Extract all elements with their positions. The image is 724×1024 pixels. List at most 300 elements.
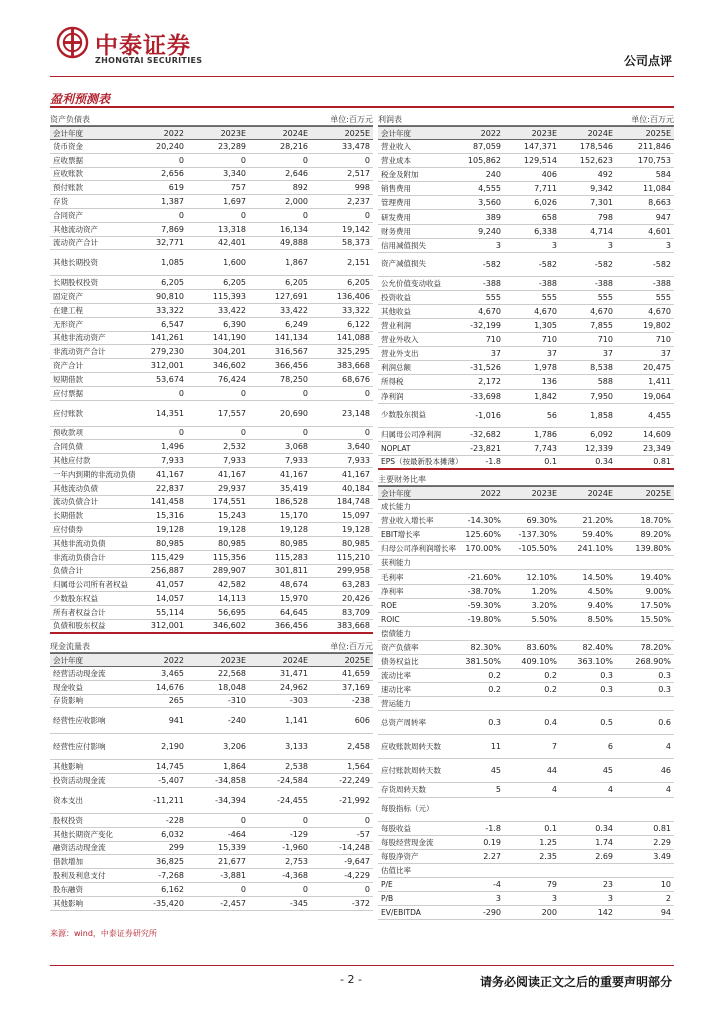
cell-value: -240 <box>227 716 246 726</box>
cell-value: -105.50% <box>518 544 557 554</box>
table-title-bar <box>50 640 373 653</box>
cell-value: 87,059 <box>473 142 501 152</box>
cell-value: 40,184 <box>342 483 370 493</box>
cell-value: 141,190 <box>212 333 246 343</box>
table-title: 利润表 <box>378 114 402 124</box>
cell-value: -11,211 <box>153 795 184 805</box>
cell-value: 265 <box>168 696 184 706</box>
cell-value: 0.81 <box>653 457 671 467</box>
cell-value: 1,387 <box>161 197 184 207</box>
table-row <box>50 401 373 427</box>
cell-value: 7,855 <box>590 321 613 331</box>
table-row <box>50 181 373 195</box>
logo-text-cn: 中泰证券 <box>95 33 191 59</box>
cell-value: 710 <box>485 335 501 345</box>
cell-value: 15,970 <box>280 594 308 603</box>
cell-value: 383,668 <box>336 361 370 371</box>
cell-value: 56 <box>546 410 557 420</box>
row-label: 净利率 <box>381 586 404 596</box>
cell-value: 710 <box>597 335 613 345</box>
table-row <box>50 373 373 387</box>
row-label: 借款增加 <box>53 857 83 867</box>
cell-value: -1.8 <box>485 457 501 467</box>
cell-value: -34,394 <box>215 795 246 805</box>
cell-value: 136,406 <box>336 292 370 302</box>
cell-value: 383,668 <box>336 621 370 631</box>
cell-value: 14,609 <box>643 429 671 439</box>
table-row <box>50 606 373 620</box>
row-label: 归属母公司所有者权益 <box>53 580 128 590</box>
cell-value: 170.00% <box>465 544 501 554</box>
cell-value: 3,340 <box>223 169 246 179</box>
cell-value: 14,745 <box>156 762 184 772</box>
cell-value: 12.10% <box>526 572 557 582</box>
header-label: 会计年度 <box>53 128 83 138</box>
table-row <box>50 427 373 441</box>
cell-value: 41,057 <box>156 580 184 590</box>
table-row <box>50 734 373 760</box>
cell-value: 0.2 <box>544 671 557 681</box>
row-label: 获利能力 <box>381 558 411 568</box>
cell-value: 23,148 <box>342 408 370 418</box>
table-row <box>378 759 674 783</box>
cell-value: 4,670 <box>478 306 501 316</box>
row-label: 营业成本 <box>381 156 411 166</box>
cell-value: -34,858 <box>215 776 246 786</box>
cell-value: 0.1 <box>544 457 557 467</box>
cell-value: 56,695 <box>218 607 246 617</box>
cell-value: 125.60% <box>465 530 501 540</box>
row-label: 货币资金 <box>53 141 83 151</box>
cell-value: 947 <box>655 212 671 222</box>
table-row <box>378 878 674 892</box>
table-title: 主要财务比率 <box>378 474 426 484</box>
row-label: 少数股东损益 <box>381 410 426 420</box>
table-row <box>378 253 674 277</box>
cell-value: 24,962 <box>280 682 308 692</box>
cell-value: 33,322 <box>156 305 184 315</box>
cell-value: 316,567 <box>274 347 308 357</box>
row-label: 融资活动现金流 <box>53 843 106 853</box>
cell-value: 1,411 <box>648 377 671 387</box>
cell-value: 2,656 <box>161 169 184 179</box>
table-row <box>378 892 674 906</box>
cell-value: 346,602 <box>212 361 246 371</box>
row-label: 营运能力 <box>381 699 411 709</box>
cell-value: 141,458 <box>150 497 184 507</box>
cell-value: 409.10% <box>521 657 557 667</box>
table-row <box>50 496 373 510</box>
cell-value: 2,190 <box>161 742 184 752</box>
cell-value: 200 <box>541 908 557 918</box>
cell-value: 0 <box>178 155 184 165</box>
table-row <box>50 387 373 401</box>
cell-value: 5 <box>495 785 501 795</box>
cell-value: 141,088 <box>336 333 370 343</box>
header-year: 2025E <box>344 128 370 138</box>
header-year: 2022 <box>480 488 501 498</box>
row-label: 其他影响 <box>53 762 83 772</box>
cell-value: 1.25 <box>539 837 557 847</box>
cell-value: 7,711 <box>534 184 557 194</box>
row-label: 合同负债 <box>53 442 83 452</box>
cell-value: 1,600 <box>223 258 246 268</box>
table-row <box>378 599 674 613</box>
cell-value: -19.80% <box>467 614 501 624</box>
cell-value: 11,084 <box>643 184 671 194</box>
row-label: 负债和股东权益 <box>53 621 106 631</box>
cell-value: 9,342 <box>590 184 613 194</box>
header-year: 2022 <box>480 128 501 138</box>
cell-value: 0 <box>364 815 370 825</box>
row-label: 在建工程 <box>53 305 83 315</box>
cell-value: 20,475 <box>643 363 671 373</box>
row-label: EBIT增长率 <box>381 530 421 540</box>
cell-value: 4,601 <box>648 226 671 236</box>
cashflow-table <box>50 640 373 911</box>
table-row <box>50 681 373 695</box>
table-row <box>378 428 674 442</box>
cell-value: 0 <box>240 884 246 894</box>
cell-value: 78.20% <box>640 642 671 652</box>
cell-value: 23 <box>602 879 613 889</box>
row-label: 其他非流动资产 <box>53 333 106 343</box>
row-label: 应收账款 <box>53 169 83 179</box>
cell-value: 0 <box>178 210 184 220</box>
cell-value: 4.50% <box>587 586 613 596</box>
table-row <box>50 209 373 223</box>
cell-value: 0.3 <box>658 671 671 681</box>
cell-value: 0.3 <box>600 671 613 681</box>
cell-value: 37 <box>660 349 671 359</box>
row-label: EV/EBITDA <box>381 908 421 918</box>
cell-value: 3 <box>607 894 613 904</box>
cell-value: 19,128 <box>280 525 308 535</box>
cell-value: 6,092 <box>590 429 613 439</box>
row-label: 存货 <box>53 197 68 207</box>
cell-value: 346,602 <box>212 621 246 631</box>
table-row <box>50 250 373 276</box>
cell-value: 8.50% <box>587 614 613 624</box>
row-label: 营业外支出 <box>381 349 419 359</box>
row-label: 流动负债合计 <box>53 497 98 507</box>
cell-value: -303 <box>289 696 308 706</box>
cell-value: 15,339 <box>218 843 246 853</box>
cell-value: 240 <box>485 170 501 180</box>
table-row <box>378 683 674 697</box>
row-label: 少数股东权益 <box>53 594 98 603</box>
cell-value: 6,032 <box>161 829 184 839</box>
table-row <box>378 798 674 822</box>
section-divider <box>50 106 674 108</box>
table-row <box>378 528 674 542</box>
table-row <box>378 182 674 196</box>
table-header-row <box>378 486 674 500</box>
cell-value: 48,674 <box>280 580 308 590</box>
cell-value: 0.19 <box>483 837 501 847</box>
cell-value: 20,690 <box>280 408 308 418</box>
row-label: 总资产周转率 <box>381 717 426 727</box>
row-label: 负债合计 <box>53 566 83 576</box>
cell-value: 710 <box>541 335 557 345</box>
cell-value: -14.30% <box>467 516 501 526</box>
cell-value: 1,867 <box>285 258 308 268</box>
cell-value: 7,933 <box>223 456 246 466</box>
cell-value: 0 <box>178 388 184 398</box>
table-row <box>50 168 373 182</box>
cell-value: 141,261 <box>150 333 184 343</box>
cell-value: 366,456 <box>274 361 308 371</box>
table-row <box>50 440 373 454</box>
row-label: 营业利润 <box>381 321 411 331</box>
header-year: 2023E <box>531 488 557 498</box>
cell-value: 19.40% <box>640 572 671 582</box>
cell-value: 2.35 <box>539 851 557 861</box>
cell-value: -228 <box>165 815 184 825</box>
cell-value: 325,295 <box>336 347 370 357</box>
table-row <box>50 276 373 290</box>
row-label: 经营性应收影响 <box>53 716 106 726</box>
cell-value: -464 <box>227 829 246 839</box>
cell-value: 3.20% <box>531 600 557 610</box>
cell-value: 76,424 <box>218 374 246 384</box>
cell-value: 42,401 <box>218 238 246 248</box>
cell-value: 241.10% <box>577 544 613 554</box>
row-label: 股东融资 <box>53 884 83 894</box>
cell-value: -35,420 <box>153 898 184 908</box>
table-row <box>50 237 373 251</box>
cell-value: 37 <box>602 349 613 359</box>
header-year: 2025E <box>645 488 671 498</box>
cell-value: -582 <box>538 259 557 269</box>
cell-value: -23,821 <box>470 443 501 453</box>
cell-value: 19,064 <box>643 391 671 401</box>
table-row <box>50 290 373 304</box>
cell-value: 3 <box>551 894 557 904</box>
cell-value: 211,846 <box>637 142 671 152</box>
row-label: 营业外收入 <box>381 335 419 345</box>
cell-value: 22,568 <box>218 668 246 678</box>
cell-value: 366,456 <box>274 621 308 631</box>
logo-text-en: ZHONGTAI SECURITIES <box>95 56 203 65</box>
cell-value: 80,985 <box>218 538 246 548</box>
header-divider <box>50 76 674 77</box>
cell-value: 1,085 <box>161 258 184 268</box>
table-row <box>50 359 373 373</box>
cell-value: 94 <box>660 908 671 918</box>
balance-sheet-table <box>50 113 373 634</box>
row-label: 应付债券 <box>53 525 83 535</box>
row-label: 非流动负债合计 <box>53 552 106 562</box>
cell-value: -9,647 <box>344 857 370 867</box>
row-label: 管理费用 <box>381 198 411 208</box>
cell-value: 0.3 <box>488 718 501 728</box>
cell-value: 139.80% <box>635 544 671 554</box>
table-row <box>378 655 674 669</box>
table-row <box>378 225 674 239</box>
table-row <box>50 454 373 468</box>
table-row <box>378 239 674 253</box>
cell-value: 79 <box>546 879 557 889</box>
table-row <box>378 319 674 333</box>
disclaimer-text: 请务必阅读正文之后的重要声明部分 <box>479 975 672 989</box>
cell-value: 15,170 <box>280 511 308 521</box>
cell-value: 0 <box>240 428 246 438</box>
cell-value: 33,478 <box>342 141 370 151</box>
cell-value: 83,709 <box>342 607 370 617</box>
row-label: 毛利率 <box>381 572 404 582</box>
row-label: 其他收益 <box>381 306 411 316</box>
cell-value: 0.3 <box>658 685 671 695</box>
cell-value: 49,888 <box>280 238 308 248</box>
cell-value: 69.30% <box>526 516 557 526</box>
cell-value: 4,714 <box>590 226 613 236</box>
cell-value: -4,229 <box>344 871 370 881</box>
row-label: 所有者权益合计 <box>53 607 106 617</box>
cell-value: 83.60% <box>526 642 557 652</box>
cell-value: 555 <box>597 292 613 302</box>
table-row <box>378 711 674 735</box>
cell-value: 2.27 <box>483 851 501 861</box>
row-label: 股利及利息支付 <box>53 871 106 881</box>
row-label: 债务权益比 <box>381 657 419 667</box>
cell-value: 256,887 <box>150 566 184 576</box>
cell-value: 18.70% <box>640 516 671 526</box>
row-label: P/E <box>381 879 393 889</box>
table-row <box>50 814 373 828</box>
table-row <box>50 883 373 897</box>
cell-value: 6,390 <box>223 319 246 329</box>
header-year: 2024E <box>282 128 308 138</box>
cell-value: 0.1 <box>544 823 557 833</box>
table-unit: 单位:百万元 <box>330 114 373 124</box>
header-label: 会计年度 <box>53 655 83 665</box>
table-row <box>378 305 674 319</box>
cell-value: 33,322 <box>342 305 370 315</box>
table-row <box>378 442 674 456</box>
cell-value: 90,810 <box>156 292 184 302</box>
row-label: 投资活动现金流 <box>53 776 106 786</box>
row-label: 经营性应付影响 <box>53 742 106 752</box>
row-label: 无形资产 <box>53 319 83 329</box>
table-row <box>378 697 674 711</box>
cell-value: 312,001 <box>150 621 184 631</box>
cell-value: 1,858 <box>590 410 613 420</box>
table-row <box>50 482 373 496</box>
cell-value: -24,584 <box>277 776 308 786</box>
table-row <box>378 641 674 655</box>
cell-value: 13,318 <box>218 224 246 234</box>
header-year: 2023E <box>531 128 557 138</box>
cell-value: 37 <box>490 349 501 359</box>
cell-value: 0 <box>178 428 184 438</box>
header-year: 2022 <box>163 655 184 665</box>
row-label: 研发费用 <box>381 212 411 222</box>
header-year: 2023E <box>220 655 246 665</box>
cell-value: 15.50% <box>640 614 671 624</box>
table-row <box>378 390 674 404</box>
cell-value: 892 <box>292 183 308 193</box>
cell-value: 4,670 <box>648 306 671 316</box>
cell-value: -57 <box>356 829 370 839</box>
cell-value: 381.50% <box>465 657 501 667</box>
cell-value: 45 <box>490 766 501 776</box>
table-row <box>378 196 674 210</box>
cell-value: -388 <box>652 278 671 288</box>
cell-value: 152,623 <box>579 156 613 166</box>
table-row <box>50 154 373 168</box>
table-row <box>378 836 674 850</box>
cell-value: 2,646 <box>285 169 308 179</box>
cell-value: 4 <box>665 785 671 795</box>
cell-value: 4,555 <box>478 184 501 194</box>
cell-value: 7,869 <box>161 224 184 234</box>
cell-value: 3.49 <box>653 851 671 861</box>
cell-value: 14,113 <box>218 594 246 603</box>
table-header-row <box>378 126 674 140</box>
table-title-bar <box>378 473 674 486</box>
cell-value: 59.40% <box>582 530 613 540</box>
cell-value: 6,122 <box>347 319 370 329</box>
row-label: 公允价值变动收益 <box>381 278 441 288</box>
cell-value: 3 <box>495 894 501 904</box>
table-row <box>378 570 674 584</box>
header-label: 会计年度 <box>381 488 411 498</box>
table-row <box>378 154 674 168</box>
table-title: 现金流量表 <box>50 641 90 651</box>
header-year: 2023E <box>220 128 246 138</box>
cell-value: 129,514 <box>523 156 557 166</box>
cell-value: 19,802 <box>643 321 671 331</box>
cell-value: 9,240 <box>478 226 501 236</box>
cell-value: 14.50% <box>582 572 613 582</box>
cell-value: 1,305 <box>534 321 557 331</box>
cell-value: 2,000 <box>285 197 308 207</box>
cell-value: 0 <box>240 210 246 220</box>
row-label: 经营活动现金流 <box>53 668 106 678</box>
cell-value: 63,283 <box>342 580 370 590</box>
table-header-row <box>50 653 373 667</box>
cell-value: 941 <box>168 716 184 726</box>
cell-value: -32,199 <box>470 321 501 331</box>
row-label: 资产减值损失 <box>381 259 426 269</box>
cell-value: 21.20% <box>582 516 613 526</box>
cell-value: 5.50% <box>531 614 557 624</box>
cell-value: 0.34 <box>595 457 613 467</box>
cell-value: 20,426 <box>342 594 370 603</box>
cell-value: 141,134 <box>274 333 308 343</box>
cell-value: 115,393 <box>212 292 246 302</box>
cell-value: 2,237 <box>347 197 370 207</box>
cell-value: -1,016 <box>475 410 501 420</box>
cell-value: 0 <box>302 210 308 220</box>
row-label: 营业收入 <box>381 142 411 152</box>
cell-value: 4,455 <box>648 410 671 420</box>
page-number: - 2 - <box>340 973 362 986</box>
cell-value: 0.2 <box>488 671 501 681</box>
cell-value: -4,368 <box>282 871 308 881</box>
table-row <box>378 613 674 627</box>
cell-value: 7,933 <box>285 456 308 466</box>
table-row <box>378 456 674 470</box>
cell-value: 0.5 <box>600 718 613 728</box>
row-label: 应收票据 <box>53 155 83 165</box>
cell-value: 44 <box>546 766 557 776</box>
cell-value: 304,201 <box>212 347 246 357</box>
cell-value: 8,663 <box>648 198 671 208</box>
cell-value: 14,057 <box>156 594 184 603</box>
cell-value: 0 <box>364 388 370 398</box>
